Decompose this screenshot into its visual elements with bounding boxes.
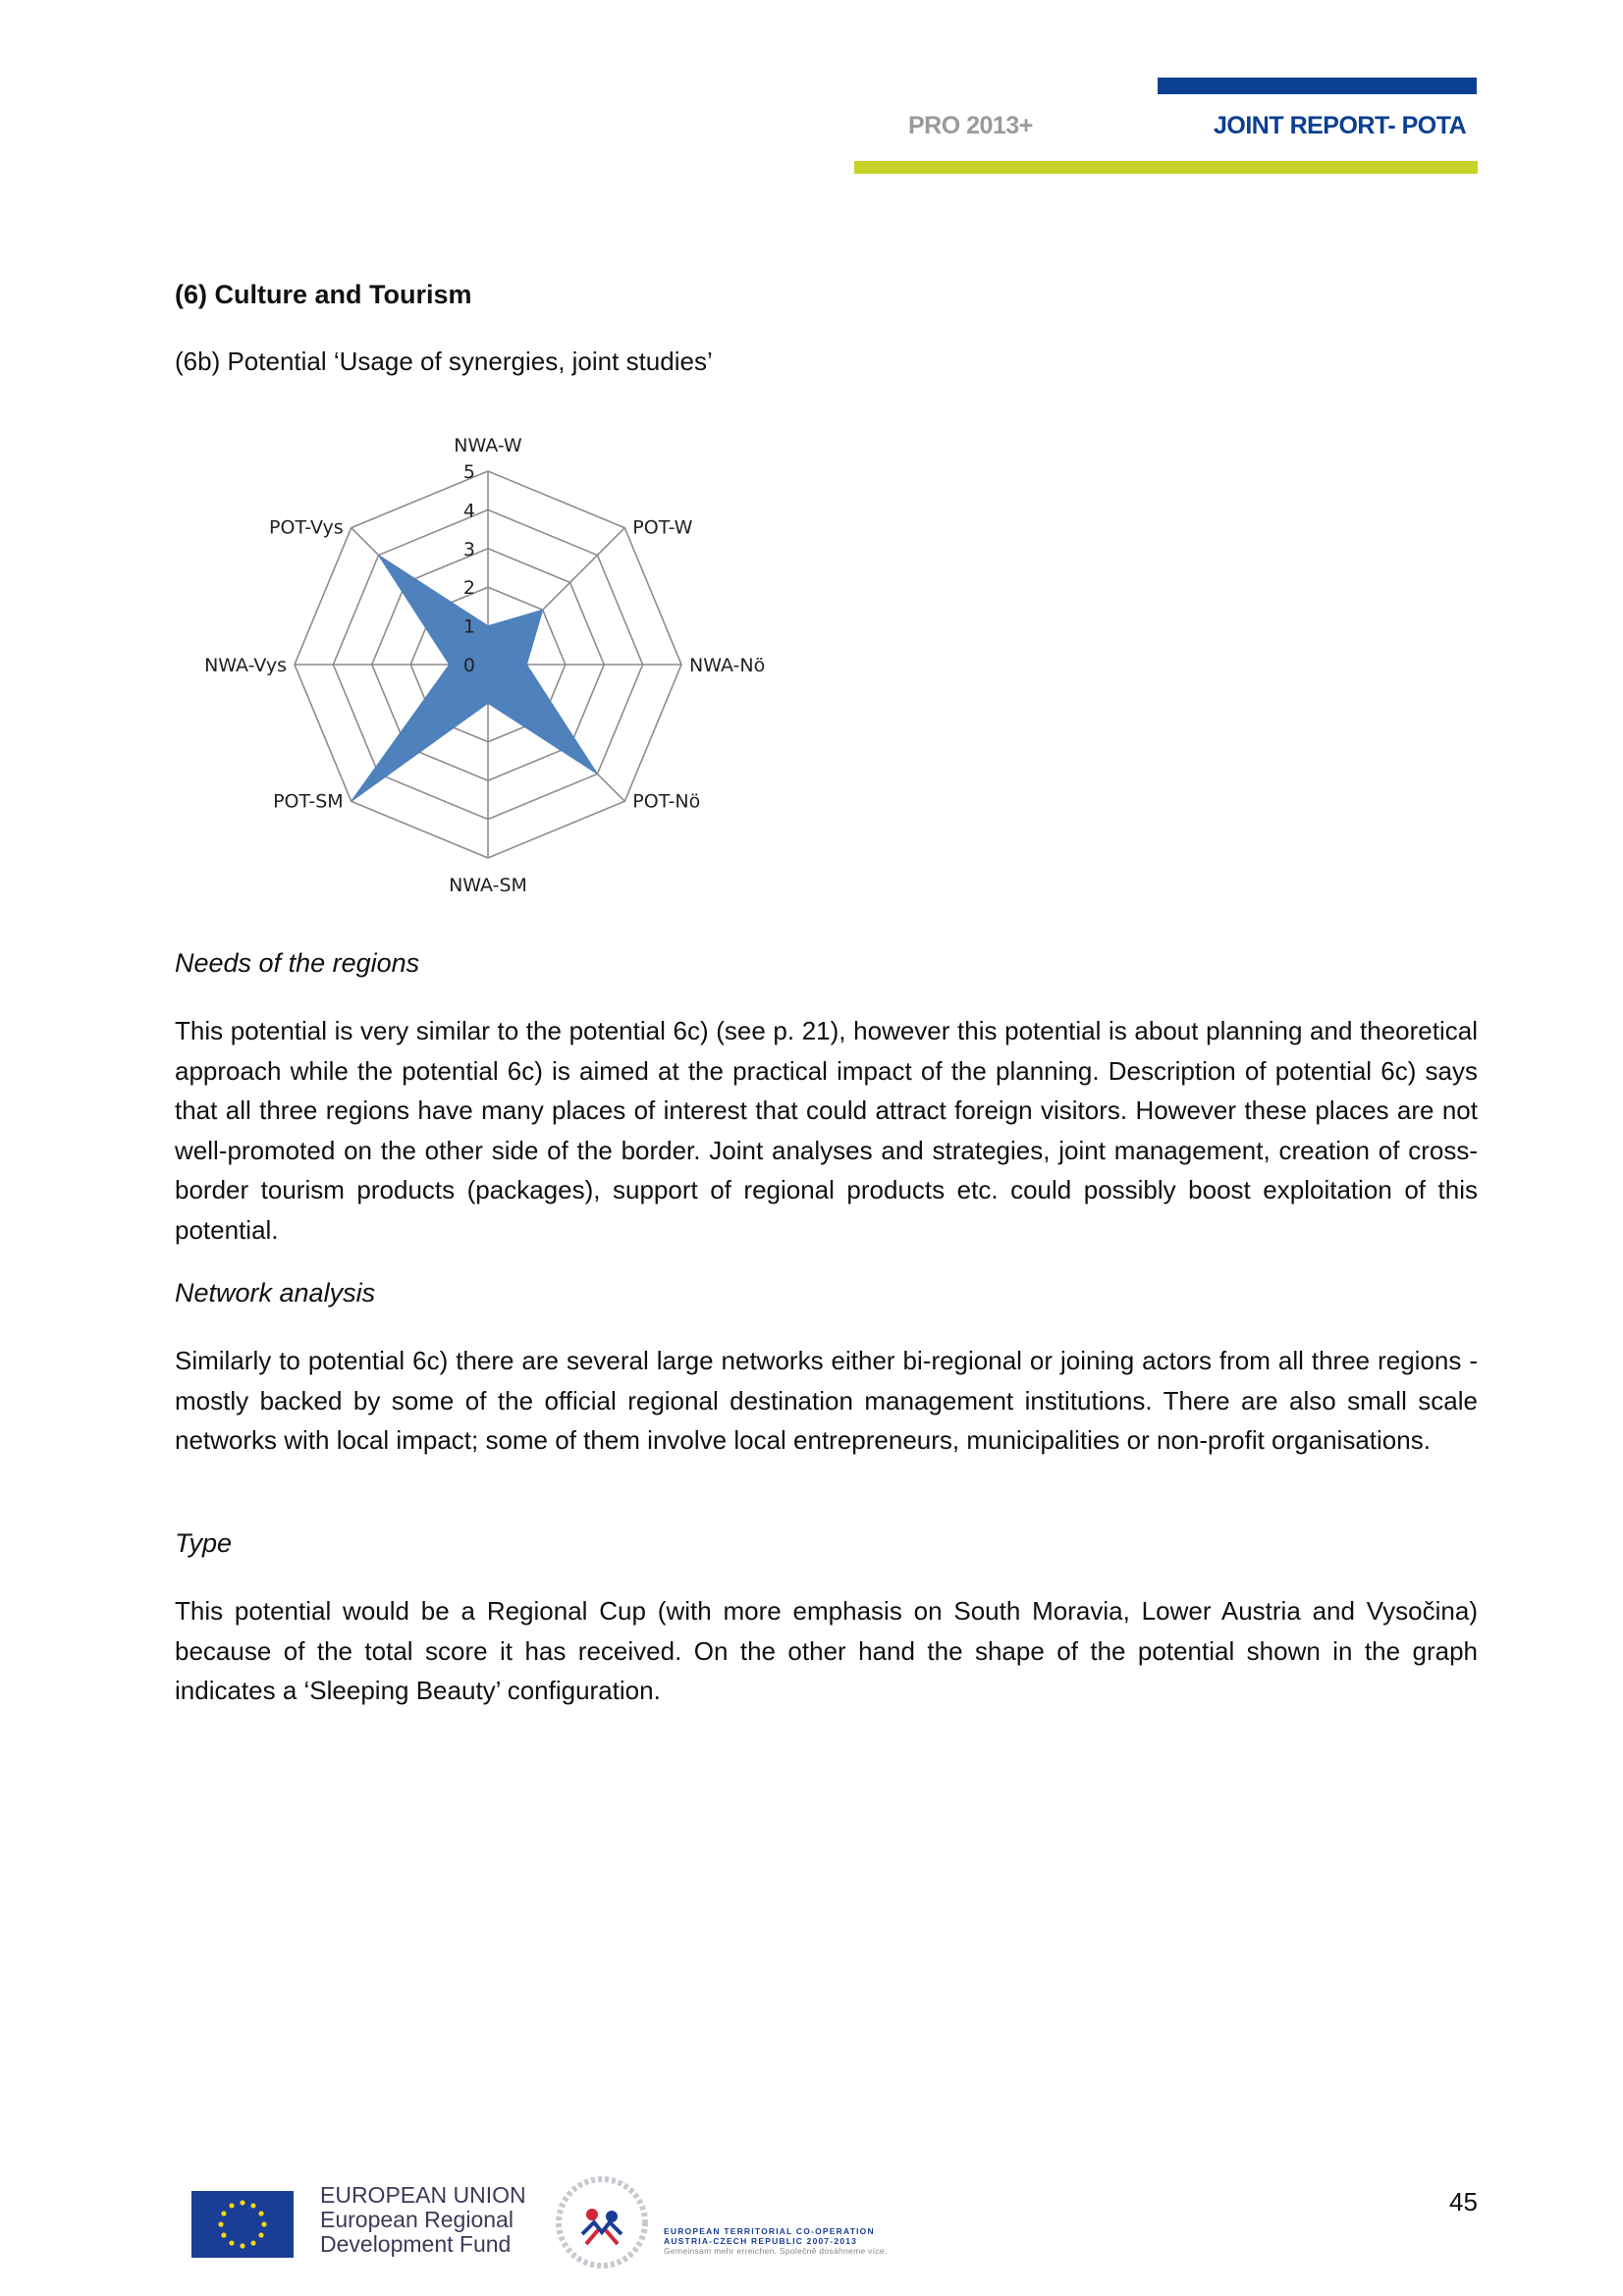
- eu-star-icon: [250, 2203, 255, 2208]
- radar-category-label: NWA-W: [454, 435, 522, 456]
- cooperation-logo-icon: [553, 2173, 651, 2271]
- radar-category-label: NWA-Nö: [689, 655, 766, 676]
- eu-star-icon: [229, 2240, 234, 2245]
- page-number: 45: [1449, 2187, 1478, 2216]
- eu-star-icon: [229, 2203, 234, 2208]
- etc-line-1: EUROPEAN TERRITORIAL CO-OPERATION: [664, 2226, 875, 2236]
- eu-star-icon: [258, 2232, 263, 2237]
- header-green-bar: [854, 161, 1478, 174]
- subsection-title: (6b) Potential ‘Usage of synergies, joint studies’: [175, 347, 713, 376]
- network-heading: Network analysis: [175, 1278, 376, 1308]
- radar-category-label: POT-Nö: [632, 790, 701, 813]
- radar-category-label: NWA-SM: [449, 875, 527, 896]
- header-blue-bar: [1158, 78, 1477, 94]
- eu-line-3: Development Fund: [320, 2231, 512, 2257]
- needs-paragraph: This potential is very similar to the potential 6c) (see p. 21), however this potential is about planning and theoretical approach while the potential 6c) is aimed at the practical impact of the planning. Description of potential 6c) says that all three regions have many places of interest that could attract foreign visitors. However these places are not well-promoted on the other side of the border. Joint analyses and strategies, joint management, creation of cross-border tourism products (packages), support of regional products etc. could possibly boost exploitation of this potential.: [175, 1016, 1478, 1245]
- eu-star-icon: [218, 2221, 223, 2226]
- eu-star-icon: [221, 2211, 226, 2216]
- network-paragraph: Similarly to potential 6c) there are several large networks either bi-regional or joining actors from all three regions - mostly backed by some of the official regional destination management institutions. There are also small scale networks with local impact; some of them involve local entrepreneurs, municipalities or non-profit organisations.: [175, 1346, 1478, 1455]
- radar-tick-label: 4: [462, 500, 475, 522]
- radar-tick-label: 1: [462, 615, 475, 638]
- radar-tick-label: 0: [462, 655, 475, 676]
- radar-chart: [167, 417, 805, 908]
- needs-heading: Needs of the regions: [175, 948, 420, 978]
- radar-category-label: POT-SM: [273, 790, 344, 813]
- eu-line-2: European Regional: [320, 2207, 514, 2232]
- type-heading: Type: [175, 1528, 233, 1558]
- eu-star-icon: [221, 2232, 226, 2237]
- eu-star-icon: [240, 2200, 244, 2205]
- radar-tick-label: 5: [462, 461, 475, 483]
- radar-tick-label: 2: [462, 577, 475, 600]
- etc-text: [664, 2226, 888, 2256]
- eu-star-icon: [258, 2211, 263, 2216]
- eu-flag-icon: [191, 2191, 294, 2258]
- radar-category-label: POT-W: [632, 516, 693, 539]
- etc-line-2: AUSTRIA-CZECH REPUBLIC 2007-2013: [664, 2236, 858, 2246]
- eu-star-icon: [240, 2243, 244, 2248]
- eu-line-1: EUROPEAN UNION: [320, 2182, 526, 2208]
- radar-tick-label: 3: [462, 538, 475, 561]
- etc-line-3: Gemeinsam mehr erreichen. Společně dosáhneme více.: [664, 2246, 888, 2256]
- header-pro-label: PRO 2013+: [908, 112, 1033, 139]
- section-title: (6) Culture and Tourism: [175, 280, 472, 309]
- header-report-label: JOINT REPORT- POTA: [1214, 112, 1467, 139]
- type-paragraph: This potential would be a Regional Cup (with more emphasis on South Moravia, Lower Austria and Vysočina) because of the total score it has received. On the other hand the shape of the potential shown in the graph indicates a ‘Sleeping Beauty’ configuration.: [175, 1596, 1478, 1705]
- eu-star-icon: [250, 2240, 255, 2245]
- radar-category-label: POT-Vys: [269, 516, 344, 539]
- eu-star-icon: [261, 2221, 266, 2226]
- radar-category-label: NWA-Vys: [204, 655, 287, 676]
- eu-fund-text: [320, 2183, 526, 2257]
